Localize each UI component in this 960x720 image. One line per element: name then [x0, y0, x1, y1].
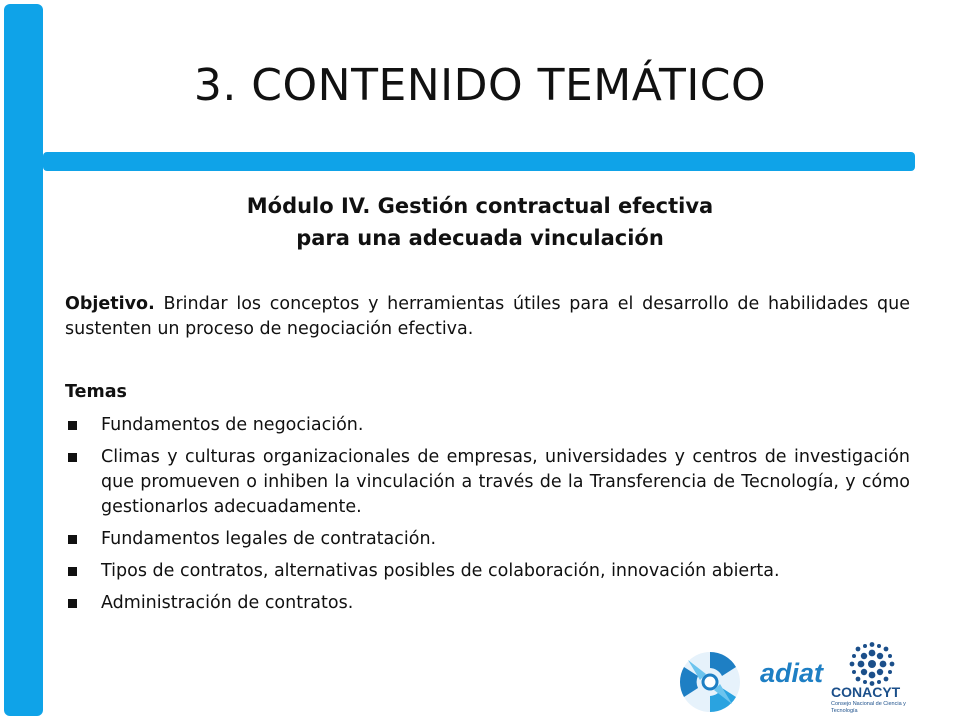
- topic-item: [65, 559, 910, 584]
- topic-item: [65, 591, 910, 616]
- conacyt-wordmark: CONACYT: [831, 684, 901, 700]
- module-subtitle: [0, 190, 960, 254]
- conacyt-logo-icon: [844, 642, 900, 686]
- topics-heading: Temas: [65, 382, 127, 402]
- square-bullet-icon: [68, 421, 77, 430]
- square-bullet-icon: [68, 453, 77, 462]
- adiat-wordmark: adiat: [760, 658, 824, 688]
- topic-text: Fundamentos de negociación.: [101, 415, 364, 435]
- module-subtitle-line2: para una adecuada vinculación: [296, 226, 664, 250]
- square-bullet-icon: [68, 599, 77, 608]
- title-underline-bar: [43, 152, 915, 171]
- objective-text: Brindar los conceptos y herramientas útiles para el desarrollo de habilidades que sustenten un proceso de negociación efectiva.: [65, 294, 910, 339]
- topics-list: [65, 413, 910, 623]
- logos-area: [668, 642, 918, 718]
- topic-text: Administración de contratos.: [101, 593, 354, 613]
- module-subtitle-line1: Módulo IV. Gestión contractual efectiva: [246, 194, 714, 218]
- topic-text: Climas y culturas organizacionales de empresas, universidades y centros de investigación que promueven o inhiben la vinculación a través de la Transferencia de Tecnología, y cómo gestionarlos adecuadamente.: [101, 447, 910, 517]
- topic-item: [65, 445, 910, 520]
- slide-title: 3. CONTENIDO TEMÁTICO: [193, 60, 767, 111]
- topic-item: [65, 527, 910, 552]
- topic-text: Tipos de contratos, alternativas posibles de colaboración, innovación abierta.: [101, 561, 780, 581]
- square-bullet-icon: [68, 535, 77, 544]
- topic-text: Fundamentos legales de contratación.: [101, 529, 437, 549]
- square-bullet-icon: [68, 567, 77, 576]
- objective-label: Objetivo.: [65, 294, 155, 314]
- topic-item: [65, 413, 910, 438]
- adiat-logo-icon: [668, 646, 752, 716]
- objective-paragraph: [65, 292, 910, 342]
- conacyt-subtitle: Consejo Nacional de Ciencia y Tecnología: [831, 701, 906, 714]
